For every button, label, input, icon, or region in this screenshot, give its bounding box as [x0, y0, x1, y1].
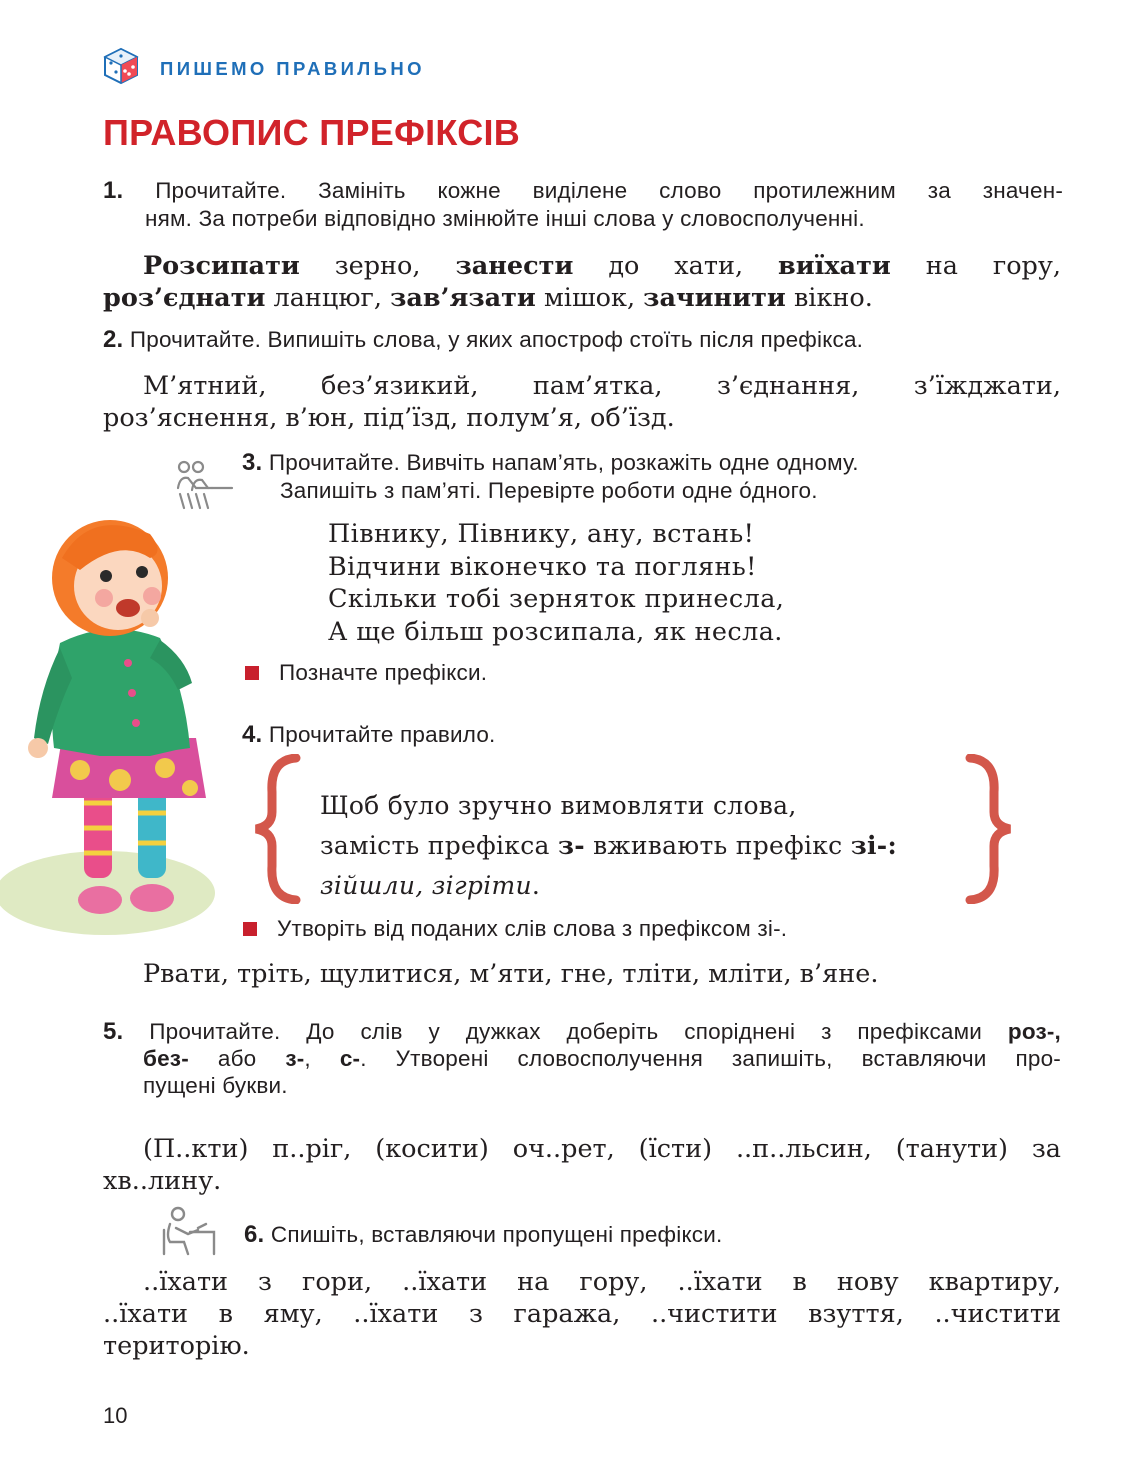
rule-example: зійшли, зігріти	[320, 871, 532, 900]
bullet-marker	[243, 922, 257, 936]
task-number: 4.	[242, 721, 263, 748]
task-number: 5.	[103, 1018, 124, 1045]
exercise-text: ланцюг,	[265, 283, 391, 313]
poem-line: А ще більш розсипала, як несла.	[328, 616, 783, 647]
rule-text: вживають префікс	[584, 831, 851, 860]
exercise-line: (П..кти) п..ріг, (косити) оч..рет, (їсти) ..п..льсин, (танути) за	[143, 1134, 1061, 1164]
highlighted-word: Розсипати	[143, 251, 300, 281]
instruction-text: Прочитайте. Вивчіть напам’ять, розкажіть одне одному.	[268, 450, 859, 475]
exercise-line: М’ятний, без’язикий, пам’ятка, з’єднання, з’їжджати,	[143, 371, 1061, 401]
exercise-text: вікно.	[785, 283, 873, 313]
exercise-text: мішок,	[535, 283, 644, 313]
highlighted-word: зачинити	[643, 283, 786, 313]
instruction-text: Прочитайте. До слів у дужках доберіть споріднені з префіксами	[149, 1019, 1008, 1044]
page-number: 10	[103, 1403, 128, 1428]
task-number: 1.	[103, 177, 124, 204]
task-number: 3.	[242, 449, 263, 476]
exercise-line: ..їхати в яму, ..їхати з гаража, ..чистити взуття, ..чистити	[103, 1299, 1061, 1329]
instruction-text: Запишіть з пам’яті. Перевірте роботи одне о́дного.	[280, 478, 818, 503]
rule-brace-left	[250, 754, 304, 904]
instruction-text: пущені букви.	[143, 1073, 288, 1098]
exercise-line	[103, 282, 1061, 314]
task-number: 2.	[103, 326, 124, 353]
prefix-bold: з-	[285, 1046, 305, 1071]
task-5-exercise	[103, 1133, 1061, 1197]
rule-box	[320, 786, 897, 906]
rule-prefix: зі-	[850, 831, 888, 860]
rule-line	[320, 826, 897, 866]
poem	[328, 518, 784, 648]
instruction-text: Прочитайте. Випишіть слова, у яких апостроф стоїть після префікса.	[129, 327, 864, 352]
exercise-text: на гору,	[890, 251, 1061, 281]
exercise-text: зерно,	[299, 251, 456, 281]
poem-line: Відчини віконечко та поглянь!	[328, 551, 757, 582]
task-1-instruction	[103, 177, 1063, 233]
prefix-bold: роз-,	[1007, 1019, 1061, 1044]
rule-text: замість префікса	[320, 831, 558, 860]
exercise-text: до хати,	[573, 251, 779, 281]
instruction-text: Прочитайте. Замініть кожне виділене слово протилежним за значен-	[155, 178, 1064, 203]
task-6-exercise	[103, 1266, 1061, 1362]
task-3-instruction	[242, 449, 1042, 505]
student-writing-icon	[160, 1206, 216, 1258]
exercise-line	[103, 250, 1061, 282]
instruction-text: . Утворені словосполучення запишіть, вставляючи про-	[360, 1046, 1062, 1071]
exercise-line: ..їхати з гори, ..їхати на гору, ..їхати в нову квартиру,	[143, 1267, 1061, 1297]
instruction-text: ням. За потреби відповідно змінюйте інші слова у словосполученні.	[145, 206, 865, 231]
rule-prefix: з-	[557, 831, 585, 860]
task-4-subtask: Утворіть від поданих слів слова з префіксом зі-.	[277, 916, 788, 941]
task-2-exercise	[103, 370, 1061, 434]
section-label: ПИШЕМО ПРАВИЛЬНО	[160, 58, 425, 79]
task-4-instruction	[242, 721, 496, 749]
dice-cube-icon	[103, 47, 139, 85]
task-1-exercise	[103, 250, 1061, 314]
poem-line: Півнику, Півнику, ану, встань!	[328, 519, 755, 549]
task-2-instruction	[103, 326, 1063, 354]
highlighted-word: виїхати	[778, 251, 891, 281]
rule-brace-right	[962, 754, 1016, 904]
rule-line	[320, 866, 897, 906]
girl-illustration	[0, 498, 230, 938]
bullet-marker	[245, 666, 259, 680]
instruction-text: або	[188, 1046, 286, 1071]
rule-text: :	[887, 831, 897, 860]
instruction-text: ,	[304, 1046, 340, 1071]
instruction-text: Прочитайте правило.	[268, 722, 496, 747]
task-5-instruction	[103, 1018, 1061, 1099]
prefix-bold: без-	[143, 1046, 189, 1071]
exercise-line: хв..лину.	[103, 1166, 222, 1196]
exercise-line: роз’яснення, в’юн, під’їзд, полум’я, об’їзд.	[103, 403, 675, 433]
instruction-text: Спишіть, вставляючи пропущені префікси.	[270, 1222, 723, 1247]
prefix-bold: с-	[339, 1046, 361, 1071]
highlighted-word: роз’єднати	[103, 283, 266, 313]
task-number: 6.	[244, 1221, 265, 1248]
highlighted-word: занести	[455, 251, 574, 281]
exercise-line: територію.	[103, 1331, 250, 1361]
task-6-instruction	[244, 1221, 722, 1249]
task-3-subtask: Позначте префікси.	[279, 660, 488, 685]
rule-text: .	[531, 871, 541, 900]
highlighted-word: зав’язати	[390, 283, 536, 313]
task-4-exercise: Рвати, тріть, щулитися, м’яти, гне, тліти, мліти, в’яне.	[143, 959, 879, 989]
poem-line: Скільки тобі зерняток принесла,	[328, 584, 785, 614]
page-title: ПРАВОПИС ПРЕФІКСІВ	[103, 112, 521, 153]
rule-line: Щоб було зручно вимовляти слова,	[320, 791, 797, 820]
